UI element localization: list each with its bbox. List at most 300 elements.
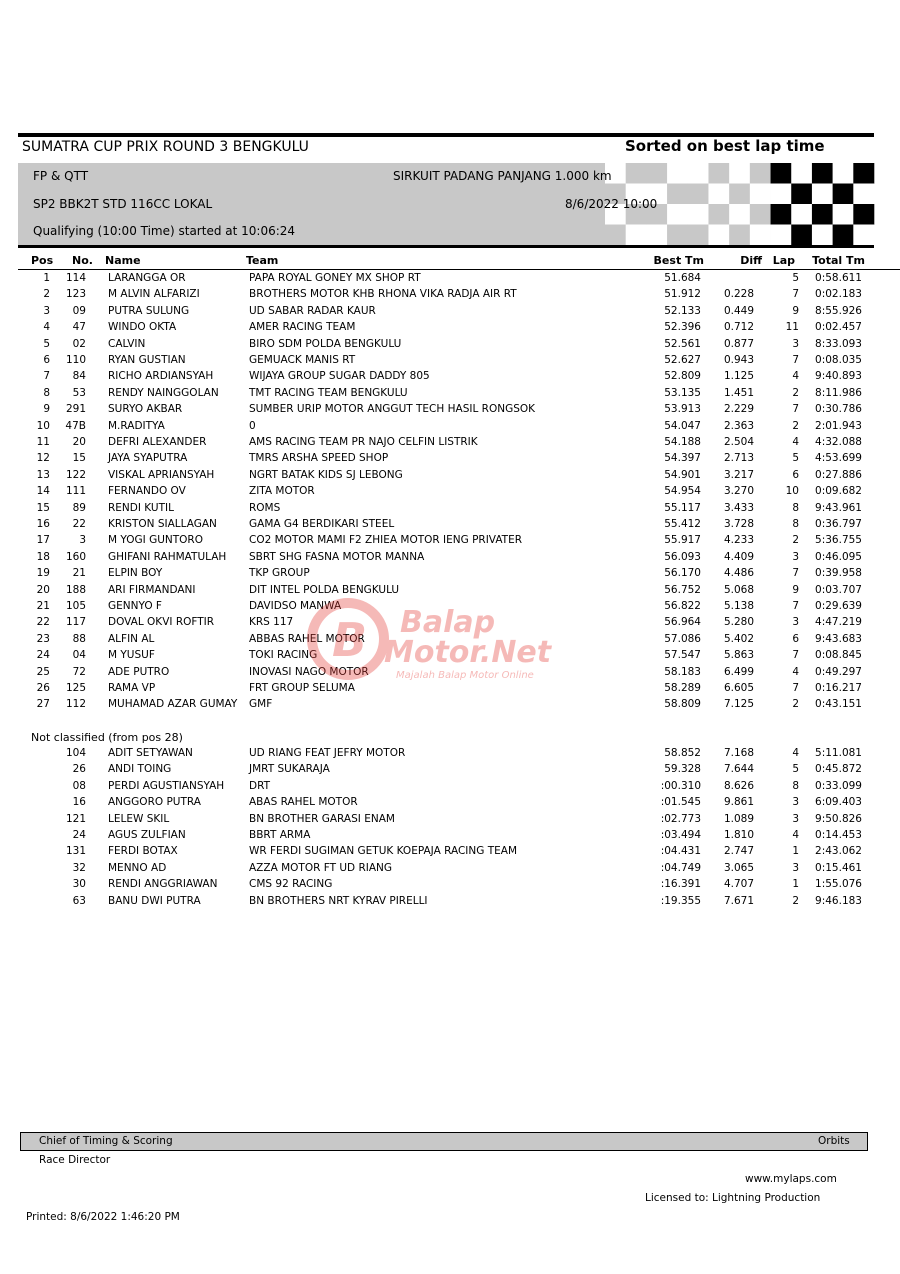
checker-square (646, 225, 667, 246)
cell-no: 15 (72, 452, 86, 465)
result-row (0, 862, 900, 878)
result-row (0, 338, 900, 354)
cell-lap: 3 (792, 812, 799, 825)
cell-pos: 23 (36, 632, 50, 645)
cell-total: 9:43.961 (815, 501, 862, 514)
result-row (0, 321, 900, 337)
header-bottom-rule (18, 245, 874, 248)
cell-diff: 2.363 (723, 419, 754, 432)
footer-printed: Printed: 8/6/2022 1:46:20 PM (26, 1211, 180, 1223)
checker-square (833, 163, 854, 184)
cell-team: WIJAYA GROUP SUGAR DADDY 805 (249, 370, 430, 383)
cell-name: DOVAL OKVI ROFTIR (108, 616, 215, 629)
cell-pos: 16 (36, 518, 50, 530)
cell-total: 8:11.986 (815, 386, 862, 399)
cell-diff: 7.168 (723, 747, 754, 759)
cell-best: 51.912 (664, 288, 701, 301)
cell-pos: 19 (36, 567, 50, 580)
cell-name: RYAN GUSTIAN (108, 354, 186, 366)
checker-square (812, 163, 833, 184)
header-underline (18, 269, 900, 270)
checker-square (750, 163, 771, 184)
cell-best: :16.391 (660, 878, 701, 891)
result-row (0, 682, 900, 698)
cell-pos: 5 (43, 337, 50, 350)
cell-pos: 4 (43, 321, 50, 334)
cell-best: :04.431 (660, 845, 701, 858)
result-row (0, 403, 900, 419)
cell-name: ELPIN BOY (108, 567, 163, 580)
cell-name: JAYA SYAPUTRA (108, 452, 188, 465)
cell-no: 104 (65, 747, 86, 759)
cell-team: AZZA MOTOR FT UD RIANG (249, 861, 393, 874)
cell-diff: 1.451 (723, 386, 754, 399)
cell-diff: 5.863 (723, 649, 754, 662)
cell-team: UD RIANG FEAT JEFRY MOTOR (249, 747, 406, 759)
col-total: Total Tm (812, 254, 865, 267)
cell-diff: 3.065 (723, 861, 754, 874)
cell-no: 02 (72, 337, 86, 350)
cell-team: INOVASI NAGO MOTOR (249, 665, 369, 678)
cell-name: M YUSUF (108, 649, 155, 662)
cell-no: 47 (72, 321, 86, 334)
checker-square (708, 163, 729, 184)
cell-team: BN BROTHER GARASI ENAM (249, 812, 395, 825)
cell-diff: 4.486 (723, 567, 754, 580)
cell-no: 188 (65, 583, 86, 596)
cell-best: :00.310 (660, 779, 701, 792)
result-row (0, 551, 900, 567)
cell-name: RENDI KUTIL (108, 501, 174, 514)
checker-square (853, 225, 874, 246)
cell-total: 0:03.707 (815, 583, 862, 596)
checker-square (646, 163, 667, 184)
cell-no: 125 (65, 682, 86, 694)
checker-square (688, 163, 709, 184)
cell-total: 4:32.088 (815, 436, 862, 448)
cell-best: 57.086 (664, 632, 701, 645)
cell-lap: 2 (792, 894, 799, 907)
cell-team: UD SABAR RADAR KAUR (249, 304, 376, 317)
cell-no: 117 (65, 616, 86, 629)
cell-lap: 4 (792, 829, 799, 841)
checker-square (729, 204, 750, 225)
watermark-logo-b: B (332, 613, 368, 667)
cell-pos: 1 (43, 272, 50, 284)
cell-name: VISKAL APRIANSYAH (108, 468, 215, 481)
qualifying-line: Qualifying (10:00 Time) started at 10:06:24 (33, 224, 296, 238)
not-classified-label: Not classified (from pos 28) (31, 731, 183, 744)
cell-best: 55.917 (664, 534, 701, 547)
cell-team: TKP GROUP (249, 567, 310, 580)
cell-name: RENDI ANGGRIAWAN (108, 878, 218, 891)
checker-square (729, 184, 750, 205)
cell-best: 51.684 (664, 272, 701, 284)
cell-lap: 2 (792, 698, 799, 711)
cell-total: 9:40.893 (815, 370, 862, 383)
cell-pos: 15 (36, 501, 50, 514)
cell-team: ROMS (249, 501, 281, 514)
datetime-label: 8/6/2022 10:00 (565, 197, 658, 211)
result-row (0, 452, 900, 468)
result-row (0, 878, 900, 894)
watermark-tagline: Majalah Balap Motor Online (396, 670, 534, 681)
cell-pos: 17 (36, 534, 50, 547)
cell-pos: 21 (36, 600, 50, 612)
cell-team: BROTHERS MOTOR KHB RHONA VIKA RADJA AIR RT (249, 288, 517, 301)
cell-name: ANDI TOING (108, 763, 172, 776)
cell-no: 04 (72, 649, 86, 662)
cell-lap: 9 (792, 304, 799, 317)
cell-team: DRT (249, 779, 271, 792)
cell-lap: 1 (792, 878, 799, 891)
cell-lap: 2 (792, 419, 799, 432)
cell-team: BN BROTHERS NRT KYRAV PIRELLI (249, 894, 428, 907)
cell-lap: 10 (785, 485, 799, 498)
cell-no: 24 (72, 829, 86, 841)
checker-square (688, 184, 709, 205)
cell-diff: 2.504 (723, 436, 754, 448)
cell-name: GENNYO F (108, 600, 162, 612)
cell-name: M.RADITYA (108, 419, 165, 432)
cell-no: 72 (72, 665, 86, 678)
checker-square (667, 184, 688, 205)
cell-lap: 6 (792, 468, 799, 481)
cell-total: 1:55.076 (815, 878, 862, 891)
checker-square (626, 225, 647, 246)
cell-best: 57.547 (664, 649, 701, 662)
cell-lap: 5 (792, 272, 799, 284)
balapmotor-watermark (300, 594, 610, 684)
cell-lap: 6 (792, 632, 799, 645)
checker-square (688, 225, 709, 246)
result-row (0, 763, 900, 779)
cell-lap: 4 (792, 436, 799, 448)
col-pos: Pos (31, 254, 54, 267)
cell-pos: 2 (43, 288, 50, 301)
cell-no: 3 (79, 534, 86, 547)
cell-name: M YOGI GUNTORO (108, 534, 203, 547)
cell-total: 6:09.403 (815, 796, 862, 809)
cell-name: LELEW SKIL (108, 812, 170, 825)
cell-diff: 6.499 (723, 665, 754, 678)
cell-total: 0:14.453 (815, 829, 862, 841)
result-row (0, 420, 900, 436)
cell-best: 54.397 (664, 452, 701, 465)
cell-total: 0:58.611 (815, 272, 862, 284)
result-row (0, 796, 900, 812)
cell-lap: 5 (792, 763, 799, 776)
cell-best: 56.170 (664, 567, 701, 580)
footer-license: Licensed to: Lightning Production (645, 1192, 821, 1204)
cell-total: 0:43.151 (815, 698, 862, 711)
cell-diff: 2.747 (723, 845, 754, 858)
footer-orbits: Orbits (818, 1135, 850, 1147)
cell-no: 123 (65, 288, 86, 301)
cell-team: GEMUACK MANIS RT (249, 354, 356, 366)
cell-total: 2:43.062 (815, 845, 862, 858)
cell-lap: 3 (792, 796, 799, 809)
cell-name: FERDI BOTAX (108, 845, 178, 858)
cell-lap: 8 (792, 501, 799, 514)
cell-lap: 4 (792, 747, 799, 759)
result-row (0, 272, 900, 288)
cell-lap: 1 (792, 845, 799, 858)
cell-lap: 7 (792, 403, 799, 416)
cell-no: 88 (72, 632, 86, 645)
checker-square (688, 204, 709, 225)
cell-diff: 2.713 (723, 452, 754, 465)
cell-diff: 5.138 (723, 600, 754, 612)
result-row (0, 305, 900, 321)
cell-team: AMS RACING TEAM PR NAJO CELFIN LISTRIK (249, 436, 478, 448)
cell-total: 4:53.699 (815, 452, 862, 465)
col-no: No. (72, 254, 93, 267)
cell-total: 0:39.958 (815, 567, 862, 580)
sort-label: Sorted on best lap time (625, 137, 825, 155)
cell-team: SUMBER URIP MOTOR ANGGUT TECH HASIL RONGSOK (249, 403, 536, 416)
cell-pos: 25 (36, 665, 50, 678)
cell-total: 0:29.639 (815, 600, 862, 612)
cell-diff: 5.068 (723, 583, 754, 596)
checker-square (729, 163, 750, 184)
cell-team: JMRT SUKARAJA (249, 763, 330, 776)
cell-best: 54.188 (664, 436, 701, 448)
cell-team: KRS 117 (249, 616, 294, 629)
cell-best: 52.133 (664, 304, 701, 317)
cell-total: 0:49.297 (815, 665, 862, 678)
cell-team: DIT INTEL POLDA BENGKULU (249, 583, 400, 596)
checker-square (750, 225, 771, 246)
cell-pos: 20 (36, 583, 50, 596)
cell-best: :01.545 (660, 796, 701, 809)
cell-diff: 3.217 (723, 468, 754, 481)
cell-best: 55.412 (664, 518, 701, 530)
cell-diff: 1.089 (723, 812, 754, 825)
cell-no: 160 (65, 550, 86, 563)
cell-lap: 7 (792, 600, 799, 612)
cell-lap: 9 (792, 583, 799, 596)
cell-best: 56.752 (664, 583, 701, 596)
cell-diff: 8.626 (723, 779, 754, 792)
cell-team: SBRT SHG FASNA MOTOR MANNA (249, 550, 425, 563)
cell-best: 52.396 (664, 321, 701, 334)
cell-pos: 12 (36, 452, 50, 465)
cell-name: M ALVIN ALFARIZI (108, 288, 200, 301)
cell-total: 0:02.183 (815, 288, 862, 301)
cell-diff: 3.728 (723, 518, 754, 530)
cell-team: TMT RACING TEAM BENGKULU (249, 386, 408, 399)
cell-total: 0:46.095 (815, 550, 862, 563)
cell-best: 58.852 (664, 747, 701, 759)
cell-diff: 4.707 (723, 878, 754, 891)
cell-total: 0:27.886 (815, 468, 862, 481)
result-row (0, 534, 900, 550)
cell-diff: 4.409 (723, 550, 754, 563)
cell-total: 0:36.797 (815, 518, 862, 530)
cell-team: CMS 92 RACING (249, 878, 333, 891)
cell-diff: 0.228 (723, 288, 754, 301)
cell-diff: 4.233 (723, 534, 754, 547)
checker-square (833, 225, 854, 246)
column-header-row (0, 254, 900, 270)
cell-diff: 3.270 (723, 485, 754, 498)
cell-team: ABBAS RAHEL MOTOR (249, 632, 365, 645)
checker-square (667, 225, 688, 246)
cell-lap: 3 (792, 616, 799, 629)
col-lap: Lap (772, 254, 795, 267)
checker-square (771, 204, 792, 225)
cell-best: 52.627 (664, 354, 701, 366)
cell-lap: 8 (792, 779, 799, 792)
checker-square (708, 225, 729, 246)
cell-team: TMRS ARSHA SPEED SHOP (249, 452, 389, 465)
cell-diff: 9.861 (723, 796, 754, 809)
cell-team: CO2 MOTOR MAMI F2 ZHIEA MOTOR IENG PRIVATER (249, 534, 523, 547)
cell-team: ABAS RAHEL MOTOR (249, 796, 358, 809)
cell-total: 9:43.683 (815, 632, 862, 645)
cell-pos: 9 (43, 403, 50, 416)
cell-no: 47B (65, 419, 86, 432)
cell-no: 20 (72, 436, 86, 448)
class-label: SP2 BBK2T STD 116CC LOKAL (33, 197, 213, 211)
cell-diff: 7.125 (723, 698, 754, 711)
cell-diff: 0.712 (723, 321, 754, 334)
cell-lap: 11 (785, 321, 799, 334)
cell-lap: 2 (792, 386, 799, 399)
result-row (0, 567, 900, 583)
checker-square (708, 184, 729, 205)
cell-pos: 27 (36, 698, 50, 711)
cell-best: 53.135 (664, 386, 701, 399)
checker-square (791, 184, 812, 205)
cell-total: 4:47.219 (815, 616, 862, 629)
cell-pos: 24 (36, 649, 50, 662)
circuit-label: SIRKUIT PADANG PANJANG 1.000 km (393, 169, 612, 183)
cell-no: 114 (65, 272, 86, 284)
checker-square (833, 204, 854, 225)
cell-best: 58.289 (664, 682, 701, 694)
cell-pos: 14 (36, 485, 50, 498)
cell-name: GHIFANI RAHMATULAH (108, 550, 227, 563)
checker-square (771, 163, 792, 184)
cell-best: 52.561 (664, 337, 701, 350)
cell-no: 112 (65, 698, 86, 711)
cell-diff: 1.810 (723, 829, 754, 841)
checker-square (791, 225, 812, 246)
cell-total: 0:16.217 (815, 682, 862, 694)
cell-name: KRISTON SIALLAGAN (108, 518, 217, 530)
result-row (0, 387, 900, 403)
cell-lap: 7 (792, 567, 799, 580)
cell-name: SURYO AKBAR (108, 403, 183, 416)
cell-lap: 3 (792, 550, 799, 563)
cell-best: 54.954 (664, 485, 701, 498)
checker-square (812, 204, 833, 225)
watermark-line2: Motor.Net (384, 635, 552, 670)
result-row (0, 354, 900, 370)
checker-square (812, 184, 833, 205)
cell-pos: 3 (43, 304, 50, 317)
cell-name: DEFRI ALEXANDER (108, 436, 207, 448)
cell-team: AMER RACING TEAM (249, 321, 356, 334)
cell-diff: 5.402 (723, 632, 754, 645)
cell-best: 54.901 (664, 468, 701, 481)
cell-best: :03.494 (660, 829, 701, 841)
cell-no: 111 (65, 485, 86, 498)
event-title: SUMATRA CUP PRIX ROUND 3 BENGKULU (22, 139, 309, 155)
cell-best: 56.964 (664, 616, 701, 629)
checker-square (771, 184, 792, 205)
cell-best: :02.773 (660, 812, 701, 825)
checker-square (853, 204, 874, 225)
checker-square (812, 225, 833, 246)
cell-lap: 2 (792, 534, 799, 547)
result-row (0, 288, 900, 304)
checker-square (750, 204, 771, 225)
cell-best: 58.809 (664, 698, 701, 711)
cell-name: MENNO AD (108, 861, 167, 874)
footer-website: www.mylaps.com (745, 1173, 837, 1185)
cell-pos: 7 (43, 370, 50, 383)
cell-diff: 0.943 (723, 354, 754, 366)
checker-square (626, 163, 647, 184)
cell-diff: 3.433 (723, 501, 754, 514)
cell-diff: 2.229 (723, 403, 754, 416)
cell-total: 0:02.457 (815, 321, 862, 334)
cell-no: 22 (72, 518, 86, 530)
cell-pos: 13 (36, 468, 50, 481)
cell-pos: 11 (36, 436, 50, 448)
cell-lap: 7 (792, 354, 799, 366)
cell-pos: 8 (43, 386, 50, 399)
cell-no: 08 (72, 779, 86, 792)
cell-lap: 4 (792, 370, 799, 383)
cell-no: 30 (72, 878, 86, 891)
cell-best: 53.913 (664, 403, 701, 416)
checker-square (833, 184, 854, 205)
cell-team: TOKI RACING (249, 649, 318, 662)
cell-total: 0:33.099 (815, 779, 862, 792)
cell-name: MUHAMAD AZAR GUMAY (108, 698, 238, 711)
cell-team: GMF (249, 698, 273, 711)
cell-best: :19.355 (660, 894, 701, 907)
cell-name: RENDY NAINGGOLAN (108, 386, 219, 399)
cell-team: GAMA G4 BERDIKARI STEEL (249, 518, 395, 530)
cell-total: 9:50.826 (815, 812, 862, 825)
cell-team: BBRT ARMA (249, 829, 311, 841)
cell-no: 53 (72, 386, 86, 399)
cell-lap: 8 (792, 518, 799, 530)
checker-square (667, 204, 688, 225)
cell-best: :04.749 (660, 861, 701, 874)
checker-square (729, 225, 750, 246)
col-best: Best Tm (653, 254, 704, 267)
cell-team: WR FERDI SUGIMAN GETUK KOEPAJA RACING TEAM (249, 845, 518, 858)
cell-name: BANU DWI PUTRA (108, 894, 201, 907)
cell-diff: 7.671 (723, 894, 754, 907)
cell-diff: 7.644 (723, 763, 754, 776)
cell-team: BIRO SDM POLDA BENGKULU (249, 337, 402, 350)
cell-name: ADE PUTRO (108, 665, 170, 678)
cell-no: 131 (65, 845, 86, 858)
cell-name: ANGGORO PUTRA (108, 796, 201, 809)
cell-total: 5:36.755 (815, 534, 862, 547)
result-row (0, 747, 900, 763)
cell-name: PERDI AGUSTIANSYAH (108, 779, 225, 792)
cell-name: ADIT SETYAWAN (108, 747, 193, 759)
cell-total: 8:33.093 (815, 337, 862, 350)
